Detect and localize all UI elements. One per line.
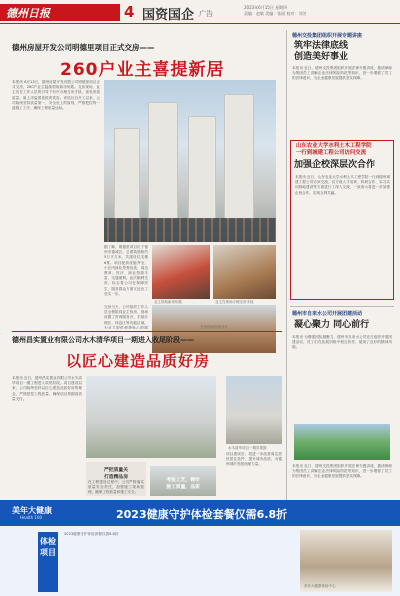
article2-caption: 水木清华项目一期效果图: [228, 446, 267, 450]
article2-photo-building: [226, 376, 282, 444]
article2-kicker: 德州昌实置业有限公司水木清华项目一期进入收尾阶段——: [12, 336, 194, 344]
article1-body-right: 交房当天，公司组织工作人员全程陪同业主验房，现场设置了咨询服务台、手续办理区、休息区等功能区域，为业主提供便捷贴心的服: [104, 305, 148, 329]
header-date: 2023年6月15日 星期四: [244, 5, 288, 10]
right-tag1: 德州交投集团组织开展专题讲座: [292, 33, 363, 39]
page-header: [0, 0, 400, 24]
ad-brand-sub: Health 100: [20, 515, 43, 520]
building-shape: [114, 128, 140, 220]
article2-body-mid: 在工程建设过程中，公司严格落实质量安全责任，加强施工现场管理，确保工程质量和施工安全。: [88, 480, 144, 495]
right-body3: 本报讯 为增强团队凝聚力，德州市自来水公司近日组织开展团建活动，员工们在拓展训练中相互协作，展现了良好的精神风貌。: [292, 335, 392, 350]
article1-kicker: 德州房屋开发公司明德里项目正式交房——: [12, 43, 155, 52]
right-body2: 本报讯 近日，山东农业大学水利土木工程学院一行到德州城建工程公司访问交流，双方就人才培养、科研合作、实习实训基地建设等方面进行了深入交流，一致表示将进一步加强企校合作，实现互利共赢。: [295, 175, 390, 195]
header-rule: [0, 23, 400, 24]
article1-body-left: 本报讯 6月13日，德州房屋开发有限公司明德里项目正式交房，260户业主陆续领取新房钥匙。交房现场，业主们在工作人员的引导下有序办理交房手续，查验房屋质量，脸上洋溢着喜悦的笑容。该项目自开工以来，公司始终坚持质量第一、安全至上的原则，严格把控每一道施工工序，确保工程质量达标。: [12, 80, 100, 111]
right-body1: 本报讯 近日，德州交投集团组织开展法律专题讲座，邀请律师为集团员工讲解企业法律风险防范等知识，进一步增强了员工的法律意识，为企业健康发展提供坚实保障。: [292, 66, 392, 81]
ad-title: 2023健康守护体检套餐仅需6.8折: [116, 508, 288, 521]
article2-side-title: 严把质量关 打造精品房: [104, 468, 128, 480]
article1-caption1: 业主在现场办理交房手续: [215, 300, 254, 304]
section-title: 国资国企: [142, 8, 195, 23]
header-editors: 责编：赵敏 美编：张丽 校对：刘芳: [244, 11, 307, 16]
article1-caption3: 交房现场热闹非凡: [200, 325, 228, 329]
right-body3-cont: 本报讯 近日，德州交投集团组织开展法律专题讲座，邀请律师为集团员工讲解企业法律风险防范等知识，进一步增强了员工的法律意识，为企业健康发展提供坚实保障。: [292, 464, 392, 479]
building-shape: [224, 94, 254, 220]
right-headline3: 凝心聚力 同心前行: [294, 320, 370, 330]
article2-body-left: 本报讯 近日，德州昌实置业有限公司水木清华项目一期工程进入收尾阶段。项目建设以来，公司始终坚持以匠心建造品质好房的理念，严格把控工程质量，确保项目按期高质量交付。: [12, 376, 82, 401]
article2-side-title2: 考验工艺，铸牢 施工质量，品质: [166, 478, 200, 490]
column-divider: [286, 30, 287, 500]
article1-caption2: 业主领取新房钥匙: [154, 300, 182, 304]
ad-photo: [300, 530, 392, 592]
crowd-shape: [104, 218, 276, 242]
teambuilding-photo: [294, 424, 390, 460]
ad-tag: 广告: [199, 10, 213, 18]
article1-photo-keys: [152, 245, 210, 299]
ad-body: 2023健康守护体检套餐仅需6.8折: [64, 532, 119, 536]
ad-photo-caption: 美年大健康体检中心: [304, 584, 336, 588]
article2-body-right: 项目建成后，将进一步改善周边居民居住条件，提升城市品质，为德州城市发展贡献力量。: [226, 452, 282, 467]
article1-photo-handover: [213, 245, 276, 299]
article2-rule: [12, 331, 282, 332]
right-subhead2: 山东农业大学水利土木工程学院 一行到城建工程公司访问交流: [296, 143, 372, 156]
article1-body-mid: 据了解，明德里项目位于德州市德城区，总建筑面积约5万平方米，共建设住宅楼6栋。项目配套设施齐全，小区内绿化景观优美，周边教育、医疗、商业资源丰富，交通便利。此次顺利交房，标志着公司在保障民生、服务群众方面又迈出了坚实一步。: [104, 245, 148, 296]
right-tag3: 德州市自来水公司开展团建活动: [292, 311, 363, 317]
building-shape: [188, 116, 216, 220]
article2-main-photo: [86, 376, 216, 458]
ad-brand: 美年大健康: [12, 506, 52, 515]
right-divider: [290, 306, 394, 307]
article1-main-photo: [104, 80, 276, 242]
header-meta: [244, 5, 394, 17]
article2-headline: 以匠心建造品质好房: [66, 352, 211, 370]
right-headline1: 筑牢法律底线 创造美好事业: [294, 41, 349, 62]
right-headline2: 加强企校深层次合作: [294, 160, 376, 170]
building-shape: [148, 102, 178, 220]
article1-headline: 260户业主喜提新居: [60, 60, 225, 80]
page-number: 4: [124, 3, 135, 21]
health-ad[interactable]: [0, 500, 400, 596]
masthead: 德州日报: [6, 7, 50, 20]
ad-side-label: 体检项目: [38, 532, 58, 592]
